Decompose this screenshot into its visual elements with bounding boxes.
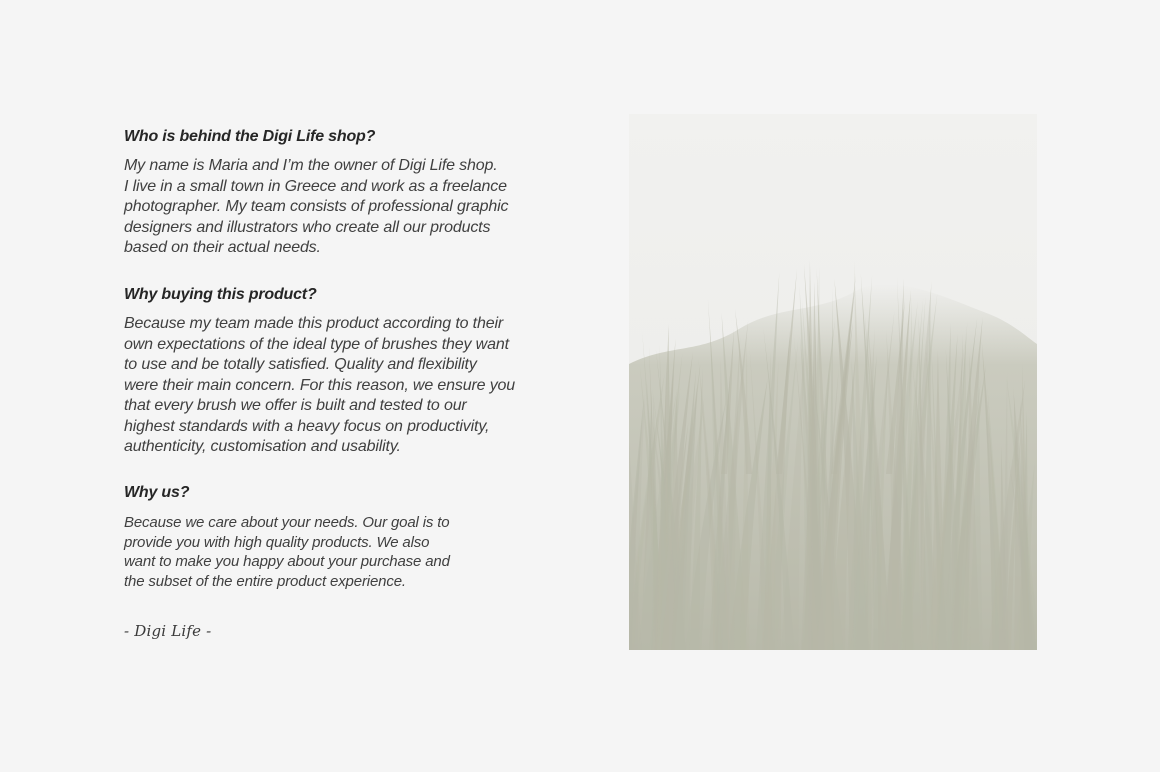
section-heading-why-product: Why buying this product? bbox=[124, 286, 317, 303]
section-heading-who: Who is behind the Digi Life shop? bbox=[124, 128, 376, 145]
grass-illustration-image bbox=[629, 114, 1037, 650]
section-body-who: My name is Maria and I’m the owner of Digi Life shop. I live in a small town in Greece and work as a freelance photographer. My team consists of professional graphic designers and illustrators who create all our products based on their actual needs. bbox=[124, 157, 509, 256]
grass-illustration bbox=[629, 114, 1037, 650]
section-body-why-product: Because my team made this product according to their own expectations of the ideal type of brushes they want to use and be totally satisfied. Quality and flexibility were their main concern. For this reason, we ensure you that every brush we offer is built and tested to our highest standards with a heavy focus on productivity, authenticity, customisation and usability. bbox=[124, 315, 516, 455]
section-body-why-us: Because we care about your needs. Our goal is to provide you with high quality products. We also want to make you happy about your purchase and the subset of the entire product experience. bbox=[124, 514, 450, 590]
signature: - Digi Life - bbox=[124, 622, 212, 640]
section-heading-why-us: Why us? bbox=[124, 484, 190, 501]
